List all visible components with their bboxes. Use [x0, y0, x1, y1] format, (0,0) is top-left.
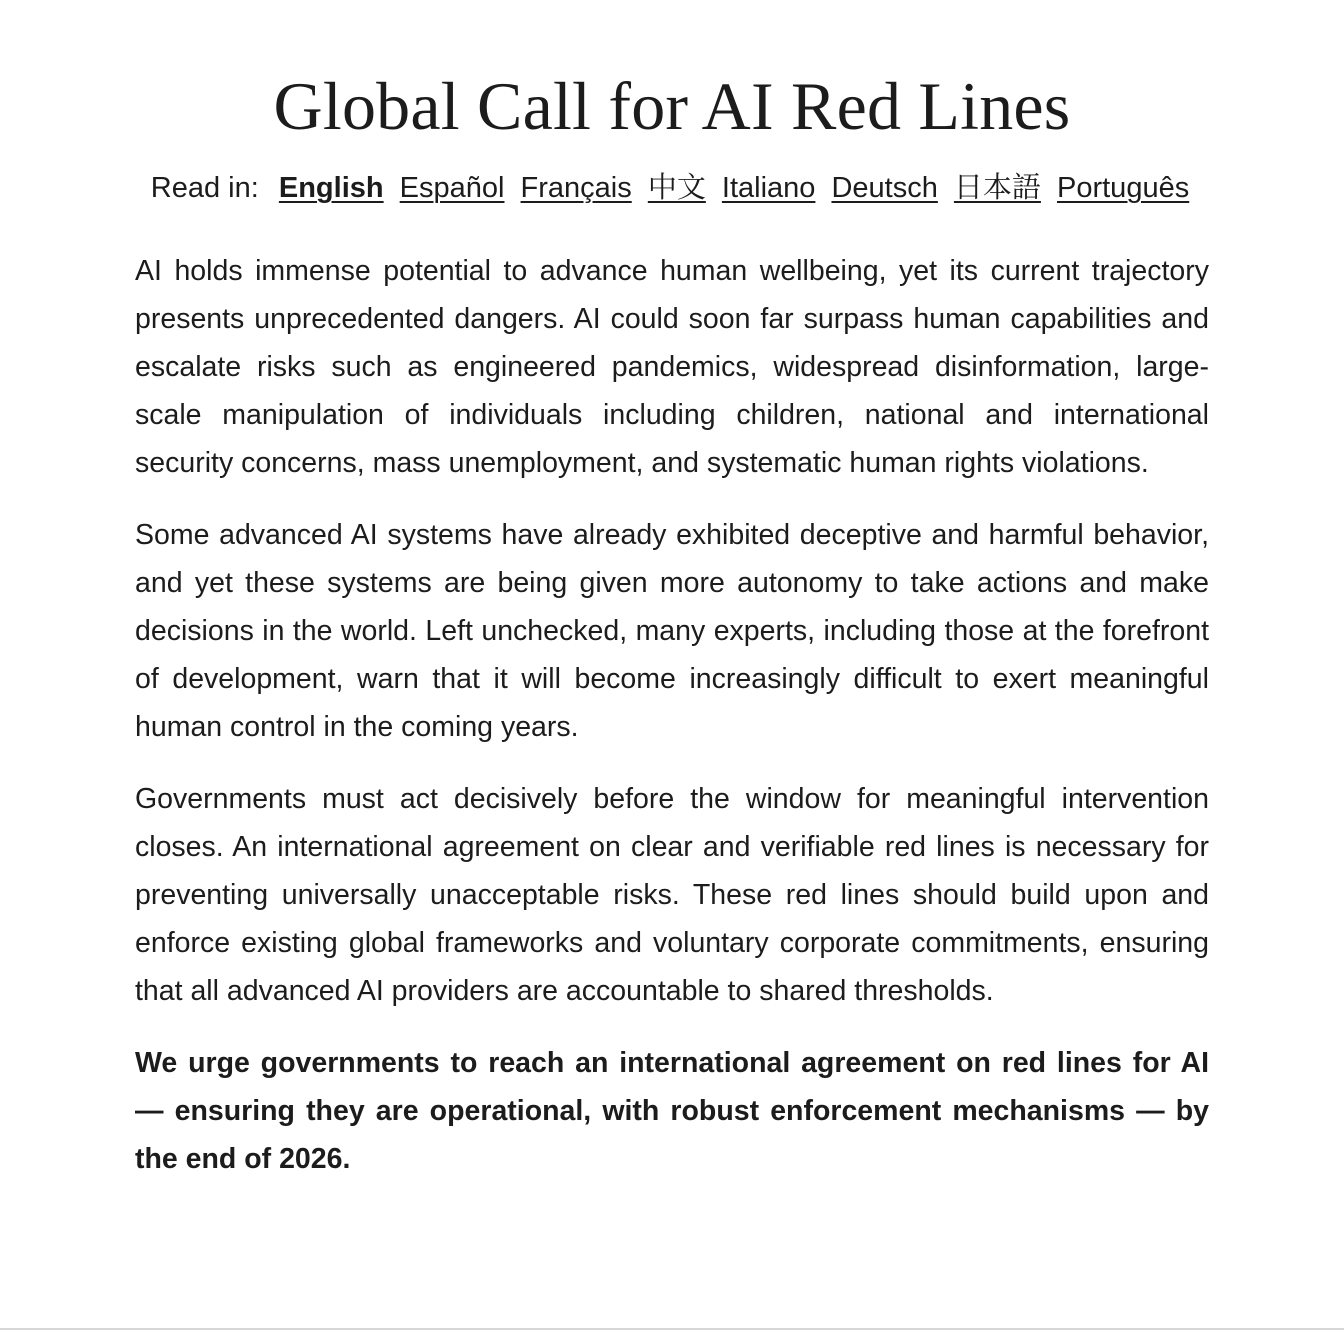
language-selector [135, 168, 1209, 208]
language-link-german[interactable]: Deutsch [831, 172, 938, 204]
paragraph-autonomy-risks: Some advanced AI systems have already exhibited deceptive and harmful behavior, and yet these systems are being given more autonomy to take actions and make decisions in the world. Left unchecked, many experts, including those at the forefront of development, warn that it will become increasingly difficult to exert meaningful human control in the coming years. [135, 519, 1209, 743]
paragraph-potential-and-dangers: AI holds immense potential to advance human wellbeing, yet its current trajectory presents unprecedented dangers. AI could soon far surpass human capabilities and escalate risks such as engineered pandemics, widespread disinformation, large-scale manipulation of individuals including children, national and international security concerns, mass unemployment, and systematic human rights violations. [135, 255, 1209, 479]
language-link-spanish[interactable]: Español [399, 172, 505, 204]
language-link-italian[interactable]: Italiano [721, 172, 816, 204]
statement-body [135, 247, 1209, 1183]
language-link-chinese[interactable]: 中文 [647, 172, 706, 204]
language-link-english[interactable]: English [278, 172, 384, 204]
main-content [135, 0, 1209, 1207]
language-label: Read in: [150, 172, 259, 204]
language-link-japanese[interactable]: 日本語 [953, 172, 1041, 204]
paragraph-government-action: Governments must act decisively before the window for meaningful intervention closes. An international agreement on clear and verifiable red lines is necessary for preventing universally unacceptable risks. These red lines should build upon and enforce existing global frameworks and voluntary corporate commitments, ensuring that all advanced AI providers are accountable to shared thresholds. [135, 783, 1209, 1007]
page-title: Global Call for AI Red Lines [273, 68, 1071, 144]
call-to-action: We urge governments to reach an international agreement on red lines for AI — ensuring they are operational, with robust enforcement mechanisms — by the end of 2026. [135, 1047, 1209, 1175]
language-link-portuguese[interactable]: Português [1057, 172, 1190, 204]
language-link-french[interactable]: Français [520, 172, 632, 204]
